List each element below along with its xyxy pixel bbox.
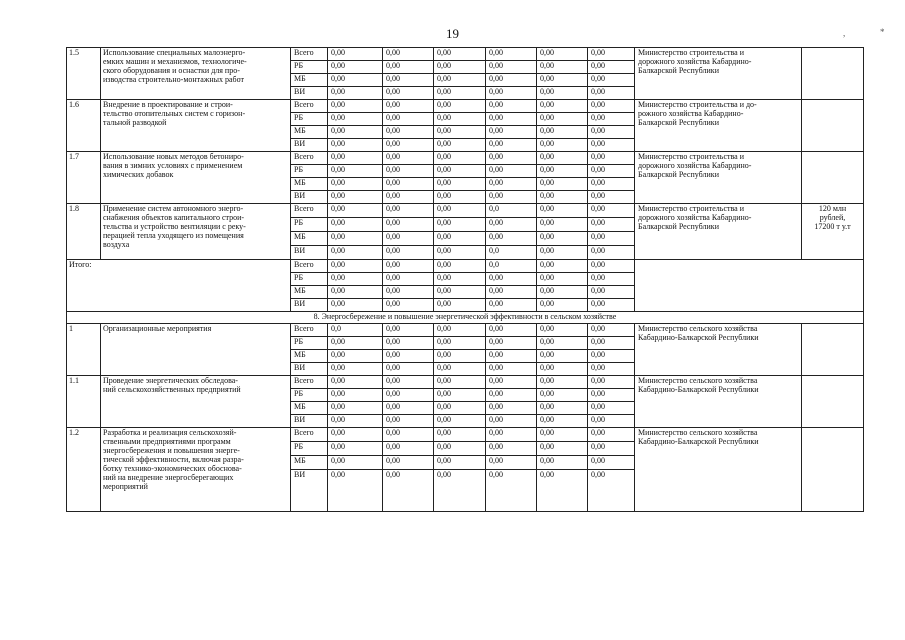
funding-value: 0,00 [328, 402, 383, 415]
funding-value: 0,00 [383, 152, 434, 165]
funding-value: 0,00 [588, 442, 635, 456]
funding-value: 0,00 [537, 299, 588, 312]
funding-value: 0,00 [434, 376, 486, 389]
funding-value: 0,00 [434, 442, 486, 456]
funding-value: 0,00 [328, 456, 383, 470]
measure-name: Внедрение в проектирование и строи- тельство отопительных систем с горизон- тальной разводкой [101, 100, 291, 152]
funding-source: РБ [291, 273, 328, 286]
funding-value: 0,0 [328, 324, 383, 337]
funding-value: 0,00 [383, 456, 434, 470]
measure-name: Проведение энергетических обследова- ний сельскохозяйственных предприятий [101, 376, 291, 428]
funding-value: 0,00 [588, 350, 635, 363]
funding-value: 0,00 [383, 415, 434, 428]
funding-value: 0,00 [486, 337, 537, 350]
item-number: 1.6 [67, 100, 101, 152]
funding-value: 0,00 [588, 415, 635, 428]
funding-value: 0,00 [588, 273, 635, 286]
scan-mark: * [880, 27, 885, 37]
funding-value: 0,00 [588, 337, 635, 350]
funding-source: РБ [291, 61, 328, 74]
funding-value: 0,00 [434, 246, 486, 260]
funding-value: 0,00 [434, 139, 486, 152]
funding-value: 0,00 [328, 337, 383, 350]
funding-value: 0,00 [537, 260, 588, 273]
expected-result [802, 376, 864, 428]
funding-value: 0,00 [328, 204, 383, 218]
funding-value: 0,00 [434, 389, 486, 402]
funding-value: 0,00 [537, 286, 588, 299]
table-row [67, 428, 864, 442]
item-number: 1 [67, 324, 101, 376]
funding-value: 0,00 [537, 337, 588, 350]
funding-value: 0,00 [537, 389, 588, 402]
funding-value: 0,00 [537, 376, 588, 389]
funding-value: 0,00 [537, 428, 588, 442]
funding-value: 0,00 [537, 48, 588, 61]
funding-value: 0,00 [588, 48, 635, 61]
table-row [67, 100, 864, 113]
funding-value: 0,00 [537, 246, 588, 260]
funding-source: МБ [291, 350, 328, 363]
funding-source: Всего [291, 152, 328, 165]
funding-value: 0,00 [537, 402, 588, 415]
expected-result: 120 млн рублей, 17200 т у.т [802, 204, 864, 260]
funding-value: 0,00 [328, 363, 383, 376]
table-row [67, 204, 864, 218]
funding-value: 0,00 [328, 389, 383, 402]
funding-value: 0,00 [383, 350, 434, 363]
funding-value: 0,00 [588, 191, 635, 204]
funding-value: 0,00 [328, 442, 383, 456]
funding-value: 0,00 [328, 191, 383, 204]
funding-value: 0,00 [328, 232, 383, 246]
funding-value: 0,00 [486, 113, 537, 126]
measure-name: Организационные мероприятия [101, 324, 291, 376]
funding-value: 0,00 [486, 232, 537, 246]
funding-value: 0,00 [588, 126, 635, 139]
funding-value: 0,00 [434, 232, 486, 246]
funding-value: 0,00 [537, 74, 588, 87]
funding-source: ВИ [291, 470, 328, 512]
funding-value: 0,00 [328, 415, 383, 428]
funding-value: 0,00 [537, 178, 588, 191]
funding-value: 0,00 [434, 470, 486, 512]
funding-value: 0,00 [383, 428, 434, 442]
funding-value: 0,00 [486, 442, 537, 456]
measures-table [66, 47, 864, 512]
funding-value: 0,00 [328, 350, 383, 363]
funding-value: 0,00 [328, 152, 383, 165]
funding-source: ВИ [291, 415, 328, 428]
funding-source: РБ [291, 389, 328, 402]
funding-value: 0,00 [328, 260, 383, 273]
funding-value: 0,00 [383, 389, 434, 402]
funding-source: РБ [291, 218, 328, 232]
funding-value: 0,00 [486, 324, 537, 337]
funding-value: 0,00 [588, 428, 635, 442]
executor: Министерство строительства и дорожного хозяйства Кабардино- Балкарской Республики [635, 48, 802, 100]
funding-value: 0,00 [486, 178, 537, 191]
funding-value: 0,00 [588, 204, 635, 218]
table-row [67, 324, 864, 337]
page-number: 19 [446, 26, 459, 41]
funding-value: 0,00 [328, 126, 383, 139]
funding-value: 0,00 [383, 470, 434, 512]
funding-value: 0,0 [486, 246, 537, 260]
funding-source: Всего [291, 324, 328, 337]
funding-value: 0,00 [588, 246, 635, 260]
funding-value: 0,00 [537, 324, 588, 337]
funding-value: 0,00 [434, 260, 486, 273]
executor: Министерство сельского хозяйства Кабардино-Балкарской Республики [635, 376, 802, 428]
funding-value: 0,00 [383, 442, 434, 456]
funding-source: РБ [291, 165, 328, 178]
funding-value: 0,00 [486, 415, 537, 428]
funding-value: 0,00 [383, 246, 434, 260]
funding-source: МБ [291, 74, 328, 87]
funding-source: Всего [291, 204, 328, 218]
funding-source: РБ [291, 113, 328, 126]
funding-value: 0,00 [588, 139, 635, 152]
total-label: Итого: [67, 260, 291, 312]
funding-source: Всего [291, 428, 328, 442]
funding-value: 0,00 [537, 363, 588, 376]
expected-result [802, 48, 864, 100]
funding-source: ВИ [291, 87, 328, 100]
executor: Министерство сельского хозяйства Кабардино-Балкарской Республики [635, 428, 802, 512]
funding-value: 0,00 [588, 61, 635, 74]
funding-source: МБ [291, 232, 328, 246]
executor: Министерство сельского хозяйства Кабардино-Балкарской Республики [635, 324, 802, 376]
funding-value: 0,00 [537, 152, 588, 165]
funding-value: 0,00 [588, 299, 635, 312]
funding-value: 0,00 [486, 74, 537, 87]
funding-value: 0,00 [328, 470, 383, 512]
funding-source: МБ [291, 402, 328, 415]
funding-value: 0,00 [328, 376, 383, 389]
funding-value: 0,00 [383, 273, 434, 286]
funding-value: 0,00 [383, 61, 434, 74]
funding-value: 0,00 [588, 376, 635, 389]
funding-value: 0,00 [537, 273, 588, 286]
funding-value: 0,00 [434, 350, 486, 363]
item-number: 1.8 [67, 204, 101, 260]
measure-name: Применение систем автономного энерго- снабжения объектов капитального строи- тельства и устройство вентиляции с реку- перацией тепла уходящего из помещения воздуха [101, 204, 291, 260]
funding-value: 0,00 [434, 299, 486, 312]
funding-value: 0,00 [434, 178, 486, 191]
funding-value: 0,00 [328, 74, 383, 87]
funding-value: 0,00 [434, 363, 486, 376]
funding-value: 0,00 [383, 402, 434, 415]
item-number: 1.1 [67, 376, 101, 428]
funding-value: 0,00 [383, 299, 434, 312]
funding-value: 0,00 [434, 165, 486, 178]
funding-source: Всего [291, 376, 328, 389]
funding-source: МБ [291, 178, 328, 191]
funding-value: 0,00 [328, 113, 383, 126]
funding-value: 0,00 [328, 61, 383, 74]
funding-value: 0,00 [434, 337, 486, 350]
funding-value: 0,00 [537, 350, 588, 363]
funding-value: 0,00 [588, 100, 635, 113]
funding-value: 0,00 [537, 232, 588, 246]
funding-source: ВИ [291, 139, 328, 152]
funding-source: ВИ [291, 191, 328, 204]
funding-source: ВИ [291, 299, 328, 312]
funding-value: 0,00 [328, 299, 383, 312]
executor: Министерство строительства и дорожного хозяйства Кабардино- Балкарской Республики [635, 204, 802, 260]
funding-source: МБ [291, 286, 328, 299]
funding-value: 0,00 [537, 456, 588, 470]
funding-value: 0,00 [588, 286, 635, 299]
funding-value: 0,00 [537, 139, 588, 152]
funding-value: 0,00 [383, 126, 434, 139]
expected-result [802, 428, 864, 512]
funding-value: 0,00 [328, 165, 383, 178]
funding-value: 0,00 [434, 126, 486, 139]
table-row [67, 376, 864, 389]
funding-value: 0,00 [588, 363, 635, 376]
measure-name: Разработка и реализация сельскохозяй- ственными предприятиями программ энергосбережения и повышения энерге- тической эффективности, включая разра- ботку технико-экономических обоснова- ний на внедрение энергосберегающих мероприятий [101, 428, 291, 512]
funding-value: 0,00 [328, 218, 383, 232]
funding-value: 0,00 [434, 74, 486, 87]
funding-value: 0,00 [383, 363, 434, 376]
funding-value: 0,00 [383, 204, 434, 218]
funding-value: 0,00 [434, 113, 486, 126]
funding-value: 0,00 [588, 113, 635, 126]
funding-value: 0,00 [434, 152, 486, 165]
funding-value: 0,00 [486, 376, 537, 389]
expected-result [802, 100, 864, 152]
funding-value: 0,00 [328, 246, 383, 260]
funding-value: 0,00 [588, 74, 635, 87]
funding-value: 0,00 [486, 191, 537, 204]
funding-value: 0,00 [383, 139, 434, 152]
funding-value: 0,00 [383, 232, 434, 246]
funding-value: 0,00 [537, 415, 588, 428]
funding-value: 0,00 [434, 48, 486, 61]
funding-value: 0,00 [486, 273, 537, 286]
funding-value: 0,00 [588, 165, 635, 178]
section-header-row [67, 312, 864, 324]
funding-value: 0,00 [383, 376, 434, 389]
funding-value: 0,00 [328, 100, 383, 113]
funding-value: 0,00 [434, 204, 486, 218]
funding-value: 0,00 [328, 139, 383, 152]
funding-value: 0,00 [434, 218, 486, 232]
expected-result [802, 324, 864, 376]
funding-value: 0,00 [588, 389, 635, 402]
funding-source: Всего [291, 48, 328, 61]
expected-result [802, 152, 864, 204]
funding-value: 0,00 [486, 61, 537, 74]
funding-value: 0,00 [537, 218, 588, 232]
funding-value: 0,00 [383, 337, 434, 350]
funding-value: 0,00 [486, 218, 537, 232]
funding-value: 0,00 [328, 428, 383, 442]
funding-value: 0,00 [383, 113, 434, 126]
funding-value: 0,00 [588, 324, 635, 337]
funding-value: 0,00 [537, 113, 588, 126]
funding-value: 0,00 [434, 273, 486, 286]
funding-value: 0,00 [486, 139, 537, 152]
funding-source: РБ [291, 337, 328, 350]
funding-value: 0,00 [588, 260, 635, 273]
funding-source: ВИ [291, 363, 328, 376]
funding-value: 0,00 [383, 191, 434, 204]
section-title: 8. Энергосбережение и повышение энергетической эффективности в сельском хозяйстве [67, 312, 864, 324]
funding-value: 0,00 [588, 470, 635, 512]
funding-value: 0,0 [486, 204, 537, 218]
funding-value: 0,00 [537, 100, 588, 113]
funding-value: 0,00 [383, 74, 434, 87]
funding-source: Всего [291, 260, 328, 273]
funding-value: 0,00 [588, 402, 635, 415]
funding-value: 0,00 [383, 260, 434, 273]
funding-value: 0,00 [383, 165, 434, 178]
funding-value: 0,00 [486, 286, 537, 299]
funding-value: 0,00 [588, 178, 635, 191]
funding-value: 0,00 [434, 100, 486, 113]
funding-value: 0,00 [537, 470, 588, 512]
funding-value: 0,00 [434, 415, 486, 428]
funding-value: 0,00 [588, 87, 635, 100]
funding-source: МБ [291, 126, 328, 139]
funding-value: 0,00 [486, 299, 537, 312]
funding-value: 0,00 [588, 218, 635, 232]
table-row [67, 260, 864, 273]
funding-value: 0,00 [434, 402, 486, 415]
funding-source: ВИ [291, 246, 328, 260]
funding-value: 0,00 [588, 456, 635, 470]
funding-value: 0,00 [383, 286, 434, 299]
funding-value: 0,00 [328, 286, 383, 299]
measure-name: Использование специальных малоэнерго- емких машин и механизмов, технологиче- ского оборудования и оснастки для про- изводства строительно-монтажных работ [101, 48, 291, 100]
funding-value: 0,00 [328, 178, 383, 191]
funding-value: 0,00 [434, 191, 486, 204]
funding-value: 0,00 [434, 456, 486, 470]
item-number: 1.7 [67, 152, 101, 204]
funding-value: 0,00 [486, 456, 537, 470]
funding-value: 0,00 [486, 402, 537, 415]
funding-value: 0,00 [434, 61, 486, 74]
funding-source: МБ [291, 456, 328, 470]
funding-value: 0,00 [383, 87, 434, 100]
funding-value: 0,00 [486, 428, 537, 442]
table-row [67, 48, 864, 61]
table-row [67, 152, 864, 165]
total-empty-cell [635, 260, 864, 312]
scan-mark: , [843, 28, 846, 38]
funding-value: 0,00 [486, 165, 537, 178]
funding-value: 0,00 [588, 232, 635, 246]
funding-value: 0,00 [328, 273, 383, 286]
funding-value: 0,00 [537, 191, 588, 204]
funding-value: 0,00 [486, 350, 537, 363]
measure-name: Использование новых методов бетониро- вания в зимних условиях с применением химических добавок [101, 152, 291, 204]
funding-value: 0,00 [537, 204, 588, 218]
funding-value: 0,00 [537, 442, 588, 456]
funding-value: 0,00 [434, 286, 486, 299]
funding-value: 0,00 [588, 152, 635, 165]
funding-value: 0,0 [486, 260, 537, 273]
funding-value: 0,00 [486, 87, 537, 100]
funding-value: 0,00 [328, 87, 383, 100]
funding-value: 0,00 [486, 363, 537, 376]
executor: Министерство строительства и до- рожного хозяйства Кабардино- Балкарской Республики [635, 100, 802, 152]
item-number: 1.2 [67, 428, 101, 512]
funding-value: 0,00 [434, 428, 486, 442]
funding-value: 0,00 [434, 87, 486, 100]
funding-value: 0,00 [486, 126, 537, 139]
executor: Министерство строительства и дорожного хозяйства Кабардино- Балкарской Республики [635, 152, 802, 204]
funding-value: 0,00 [328, 48, 383, 61]
funding-value: 0,00 [537, 87, 588, 100]
funding-value: 0,00 [537, 126, 588, 139]
funding-value: 0,00 [383, 100, 434, 113]
funding-value: 0,00 [486, 100, 537, 113]
funding-value: 0,00 [537, 61, 588, 74]
funding-value: 0,00 [383, 324, 434, 337]
funding-value: 0,00 [383, 48, 434, 61]
funding-value: 0,00 [486, 48, 537, 61]
funding-value: 0,00 [383, 218, 434, 232]
funding-value: 0,00 [486, 470, 537, 512]
funding-source: РБ [291, 442, 328, 456]
funding-value: 0,00 [537, 165, 588, 178]
funding-value: 0,00 [434, 324, 486, 337]
funding-value: 0,00 [383, 178, 434, 191]
item-number: 1.5 [67, 48, 101, 100]
funding-value: 0,00 [486, 152, 537, 165]
funding-value: 0,00 [486, 389, 537, 402]
funding-source: Всего [291, 100, 328, 113]
